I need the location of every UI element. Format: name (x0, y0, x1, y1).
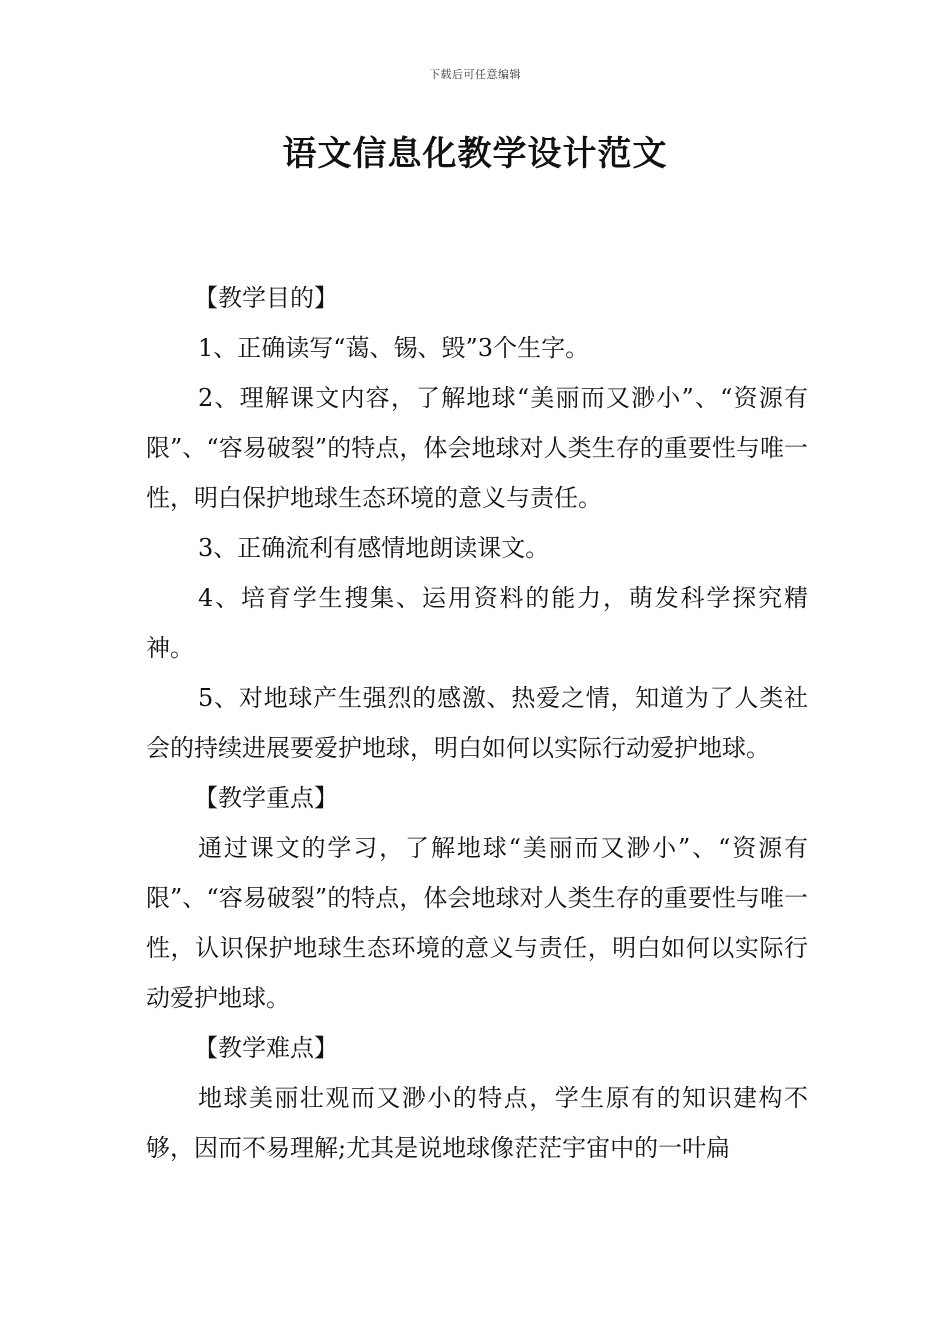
section-heading-objectives: 【教学目的】 (194, 284, 338, 312)
objective-item-2: 2、理解课文内容，了解地球“美丽而又渺小”、“资源有限”、“容易破裂”的特点，体会地球对人类生存的重要性与唯一性，明白保护地球生态环境的意义与责任。 (146, 384, 808, 512)
objective-item-1: 1、正确读写“蔼、锡、毁”3个生字。 (198, 334, 590, 362)
objective-item-5: 5、对地球产生强烈的感激、热爱之情，知道为了人类社会的持续进展要爱护地球，明白如何以实际行动爱护地球。 (146, 684, 808, 762)
document-title: 语文信息化教学设计范文 (282, 134, 668, 174)
section-heading-difficulties: 【教学难点】 (194, 1034, 338, 1062)
difficulties-paragraph: 地球美丽壮观而又渺小的特点，学生原有的知识建构不够，因而不易理解;尤其是说地球像茫茫宇宙中的一叶扁 (146, 1084, 808, 1162)
objective-item-3: 3、正确流利有感情地朗读课文。 (198, 534, 550, 562)
document-body (146, 273, 808, 1173)
key-points-paragraph: 通过课文的学习，了解地球“美丽而又渺小”、“资源有限”、“容易破裂”的特点，体会地球对人类生存的重要性与唯一性，认识保护地球生态环境的意义与责任，明白如何以实际行动爱护地球。 (146, 834, 808, 1012)
header-note: 下载后可任意编辑 (429, 68, 521, 81)
section-heading-key-points: 【教学重点】 (194, 784, 338, 812)
objective-item-4: 4、培育学生搜集、运用资料的能力，萌发科学探究精神。 (146, 584, 808, 662)
